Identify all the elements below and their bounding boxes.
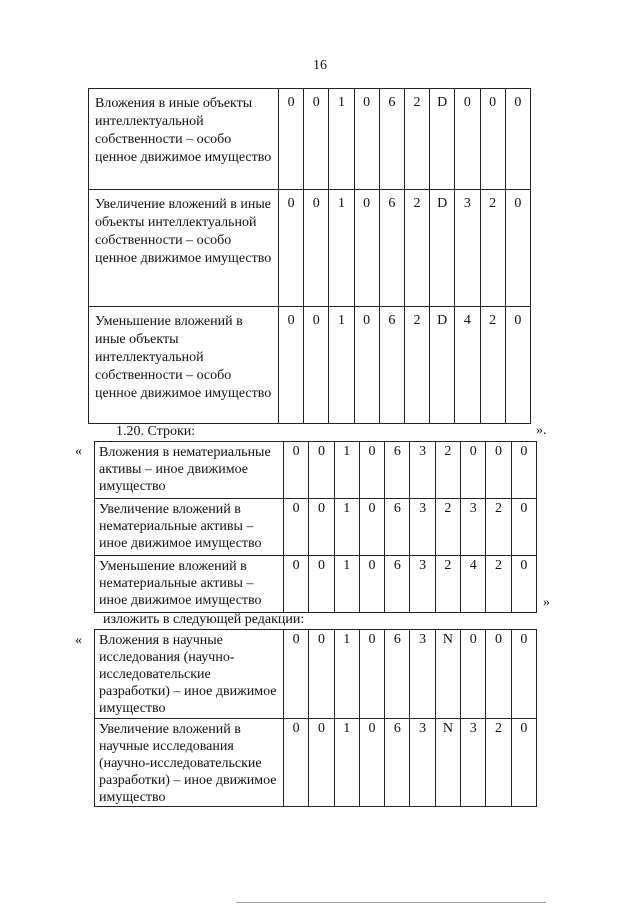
code-digit: 2 <box>435 556 460 613</box>
code-digit: 0 <box>309 719 334 807</box>
code-digit: 0 <box>309 630 334 719</box>
code-digit: 2 <box>486 499 511 556</box>
account-codes-table-1 <box>88 88 531 424</box>
code-digit: 0 <box>354 190 379 307</box>
row-label: Вложения в иные объекты интеллектуальной собственности – особо ценное движимое имущество <box>89 89 279 190</box>
page-number: 16 <box>313 58 327 73</box>
code-digit: 0 <box>279 89 304 190</box>
code-digit: 3 <box>410 499 435 556</box>
closing-quote: » <box>543 595 550 610</box>
code-digit: 3 <box>410 442 435 499</box>
code-digit: 0 <box>284 556 309 613</box>
code-digit: 6 <box>385 630 410 719</box>
table-row <box>89 190 531 307</box>
code-digit: 0 <box>461 630 486 719</box>
code-digit: 0 <box>304 307 329 424</box>
code-digit: 6 <box>385 499 410 556</box>
row-label: Уменьшение вложений в нематериальные активы – иное движимое имущество <box>95 556 284 613</box>
code-digit: 2 <box>435 499 460 556</box>
code-digit: 2 <box>480 307 505 424</box>
table-row <box>95 630 537 719</box>
code-digit: 0 <box>284 499 309 556</box>
closing-quote: ». <box>536 423 547 438</box>
code-digit: 0 <box>511 719 536 807</box>
table-row <box>95 499 537 556</box>
code-digit: 1 <box>334 719 359 807</box>
code-digit: 6 <box>379 89 404 190</box>
code-digit: 6 <box>385 719 410 807</box>
row-label: Вложения в нематериальные активы – иное движимое имущество <box>95 442 284 499</box>
code-digit: 0 <box>284 719 309 807</box>
code-digit: 6 <box>385 442 410 499</box>
opening-quote: « <box>75 633 82 648</box>
code-digit: 0 <box>304 89 329 190</box>
row-label: Вложения в научные исследования (научно-исследовательские разработки) – иное движимое имущество <box>95 630 284 719</box>
code-digit: 1 <box>334 442 359 499</box>
row-label: Увеличение вложений в научные исследования (научно-исследовательские разработки) – иное движимое имущество <box>95 719 284 807</box>
code-digit: 0 <box>359 442 384 499</box>
table-row <box>89 89 531 190</box>
code-digit: 1 <box>329 307 354 424</box>
code-digit: 0 <box>359 499 384 556</box>
section-heading: 1.20. Строки: <box>116 424 196 439</box>
code-digit: 0 <box>304 190 329 307</box>
account-codes-table-2 <box>94 441 537 613</box>
code-digit: 0 <box>505 190 530 307</box>
code-digit: D <box>430 190 455 307</box>
code-digit: 0 <box>511 442 536 499</box>
code-digit: 6 <box>379 190 404 307</box>
code-digit: 0 <box>354 89 379 190</box>
table-row <box>95 719 537 807</box>
code-digit: 2 <box>435 442 460 499</box>
code-digit: 2 <box>404 89 429 190</box>
code-digit: 1 <box>334 630 359 719</box>
code-digit: N <box>435 719 460 807</box>
code-digit: 3 <box>410 556 435 613</box>
code-digit: 4 <box>455 307 480 424</box>
code-digit: 0 <box>461 442 486 499</box>
code-digit: 1 <box>329 190 354 307</box>
code-digit: 4 <box>461 556 486 613</box>
account-codes-table-3 <box>94 629 537 807</box>
code-digit: 6 <box>379 307 404 424</box>
row-label: Уменьшение вложений в иные объекты интеллектуальной собственности – особо ценное движимое имущество <box>89 307 279 424</box>
code-digit: 0 <box>284 630 309 719</box>
code-digit: D <box>430 89 455 190</box>
code-digit: 2 <box>404 190 429 307</box>
code-digit: 0 <box>279 307 304 424</box>
code-digit: 2 <box>480 190 505 307</box>
row-label: Увеличение вложений в нематериальные активы – иное движимое имущество <box>95 499 284 556</box>
code-digit: 3 <box>455 190 480 307</box>
code-digit: 3 <box>410 630 435 719</box>
code-digit: 1 <box>329 89 354 190</box>
code-digit: 0 <box>505 89 530 190</box>
code-digit: 0 <box>354 307 379 424</box>
code-digit: N <box>435 630 460 719</box>
code-digit: 0 <box>480 89 505 190</box>
row-label: Увеличение вложений в иные объекты интеллектуальной собственности – особо ценное движимое имущество <box>89 190 279 307</box>
code-digit: 0 <box>455 89 480 190</box>
opening-quote: « <box>75 444 82 459</box>
code-digit: 0 <box>309 442 334 499</box>
code-digit: 0 <box>279 190 304 307</box>
code-digit: 6 <box>385 556 410 613</box>
code-digit: 0 <box>486 630 511 719</box>
instruction-text: изложить в следующей редакции: <box>103 612 305 627</box>
code-digit: 3 <box>410 719 435 807</box>
code-digit: 0 <box>309 556 334 613</box>
code-digit: 0 <box>486 442 511 499</box>
table-row <box>95 442 537 499</box>
table-row <box>89 307 531 424</box>
code-digit: 1 <box>334 556 359 613</box>
code-digit: 0 <box>505 307 530 424</box>
code-digit: 0 <box>359 556 384 613</box>
code-digit: 0 <box>359 630 384 719</box>
code-digit: 1 <box>334 499 359 556</box>
scan-edge-line <box>236 902 546 903</box>
code-digit: 0 <box>309 499 334 556</box>
code-digit: 0 <box>511 499 536 556</box>
code-digit: 0 <box>511 556 536 613</box>
code-digit: 2 <box>404 307 429 424</box>
code-digit: 3 <box>461 719 486 807</box>
code-digit: 2 <box>486 556 511 613</box>
code-digit: 0 <box>511 630 536 719</box>
code-digit: 2 <box>486 719 511 807</box>
code-digit: D <box>430 307 455 424</box>
code-digit: 0 <box>359 719 384 807</box>
table-row <box>95 556 537 613</box>
code-digit: 0 <box>284 442 309 499</box>
code-digit: 3 <box>461 499 486 556</box>
